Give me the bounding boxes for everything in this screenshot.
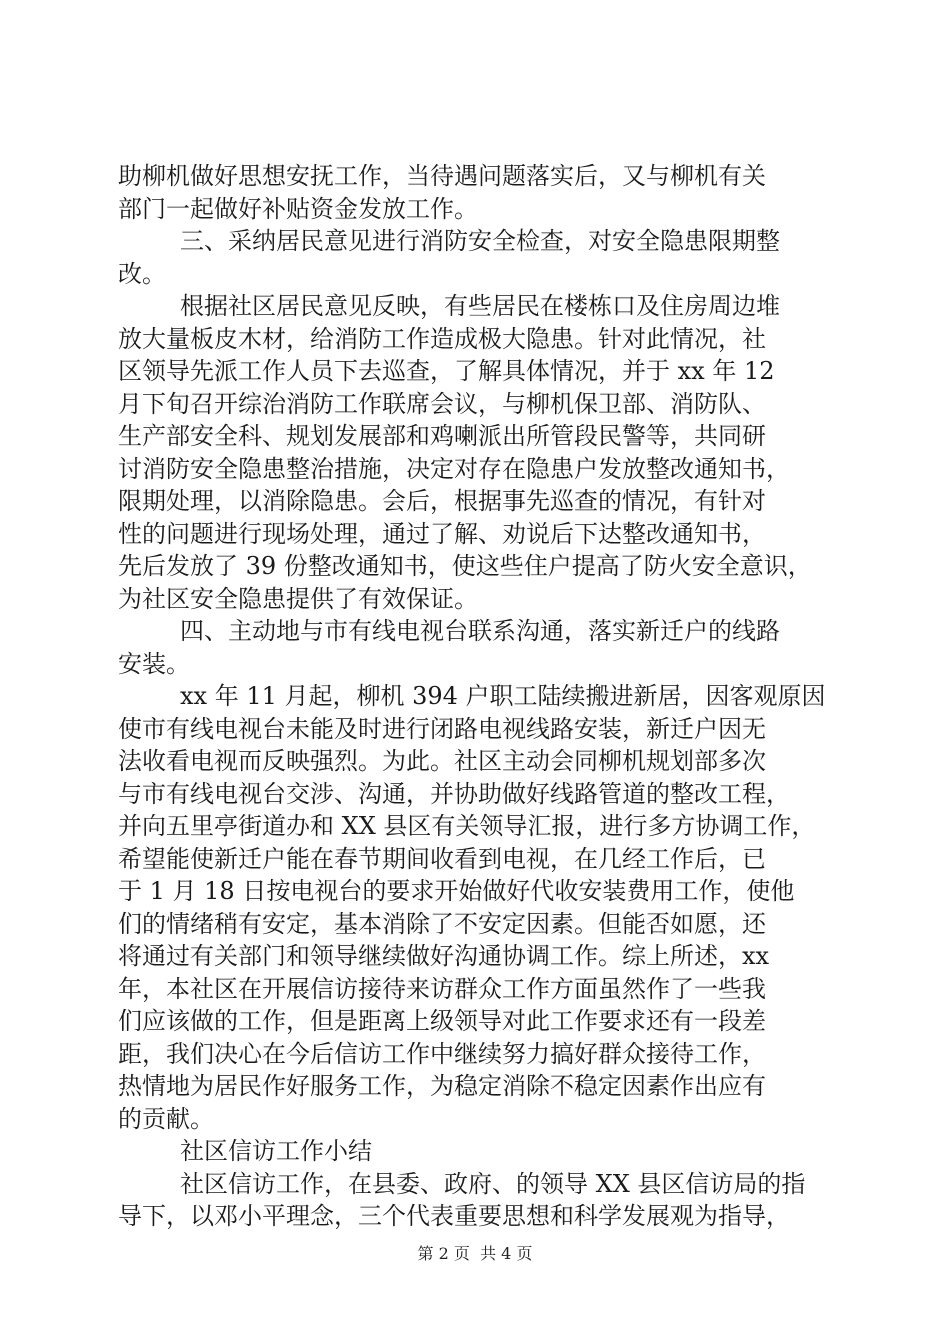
text-line: 将通过有关部门和领导继续做好沟通协调工作。综上所述，xx <box>118 942 770 970</box>
text-line: 社区信访工作，在县委、政府、的领导 XX 县区信访局的指 <box>180 1170 806 1198</box>
text-line: 根据社区居民意见反映，有些居民在楼栋口及住房周边堆 <box>180 292 780 320</box>
text-line: 区领导先派工作人员下去巡查，了解具体情况，并于 xx 年 12 <box>118 357 775 385</box>
text-line: 希望能使新迁户能在春节期间收看到电视，在几经工作后，已 <box>118 845 766 873</box>
text-line: 们应该做的工作，但是距离上级领导对此工作要求还有一段差 <box>118 1007 766 1035</box>
text-line: 年，本社区在开展信访接待来访群众工作方面虽然作了一些我 <box>118 975 766 1003</box>
text-line: 为社区安全隐患提供了有效保证。 <box>118 585 478 613</box>
text-line: 先后发放了 39 份整改通知书，使这些住户提高了防火安全意识， <box>118 552 812 580</box>
section-title: 社区信访工作小结 <box>180 1137 372 1165</box>
page-number: 第 2 页 共 4 页 <box>417 1244 533 1263</box>
text-line: 性的问题进行现场处理，通过了解、劝说后下达整改通知书， <box>118 520 766 548</box>
text-line: 热情地为居民作好服务工作，为稳定消除不稳定因素作出应有 <box>118 1072 766 1100</box>
text-line: 部门一起做好补贴资金发放工作。 <box>118 195 478 223</box>
text-line: 安装。 <box>118 650 190 678</box>
text-line: 于 1 月 18 日按电视台的要求开始做好代收安装费用工作，使他 <box>118 877 795 905</box>
text-line: 四、主动地与市有线电视台联系沟通，落实新迁户的线路 <box>180 617 780 645</box>
text-line: 导下，以邓小平理念，三个代表重要思想和科学发展观为指导， <box>118 1202 790 1230</box>
text-line: 与市有线电视台交涉、沟通，并协助做好线路管道的整改工程， <box>118 780 790 808</box>
text-line: xx 年 11 月起，柳机 394 户职工陆续搬进新居，因客观原因 <box>180 682 826 710</box>
text-line: 改。 <box>118 260 166 288</box>
text-line: 限期处理，以消除隐患。会后，根据事先巡查的情况，有针对 <box>118 487 766 515</box>
text-line: 三、采纳居民意见进行消防安全检查，对安全隐患限期整 <box>180 227 780 255</box>
text-line: 距，我们决心在今后信访工作中继续努力搞好群众接待工作， <box>118 1040 766 1068</box>
text-line: 并向五里亭街道办和 XX 县区有关领导汇报，进行多方协调工作， <box>118 812 816 840</box>
text-line: 放大量板皮木材，给消防工作造成极大隐患。针对此情况，社 <box>118 325 766 353</box>
text-line: 的贡献。 <box>118 1105 214 1133</box>
text-line: 生产部安全科、规划发展部和鸡喇派出所管段民警等，共同研 <box>118 422 766 450</box>
text-line: 助柳机做好思想安抚工作，当待遇问题落实后，又与柳机有关 <box>118 162 766 190</box>
text-line: 们的情绪稍有安定，基本消除了不安定因素。但能否如愿，还 <box>118 910 766 938</box>
text-line: 法收看电视而反映强烈。为此。社区主动会同柳机规划部多次 <box>118 747 766 775</box>
text-line: 使市有线电视台未能及时进行闭路电视线路安装，新迁户因无 <box>118 715 766 743</box>
text-line: 月下旬召开综治消防工作联席会议，与柳机保卫部、消防队、 <box>118 390 766 418</box>
text-line: 讨消防安全隐患整治措施，决定对存在隐患户发放整改通知书， <box>118 455 790 483</box>
